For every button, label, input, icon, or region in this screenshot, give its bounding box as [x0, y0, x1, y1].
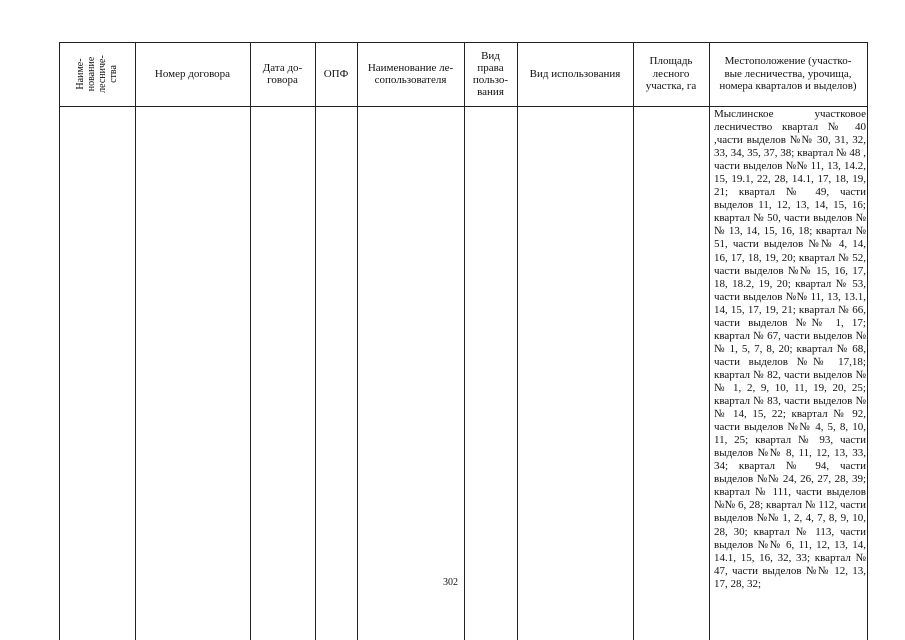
column-divider	[709, 42, 710, 640]
column-divider	[633, 42, 634, 640]
column-divider	[357, 42, 358, 640]
header-usage-right-type: Вид права пользо- вания	[472, 50, 509, 98]
header-contract-number: Номер договора	[154, 67, 231, 80]
header-forestry-name: Наиме- нование лесниче- ства	[75, 55, 119, 93]
column-divider	[250, 42, 251, 640]
column-divider	[867, 42, 868, 640]
header-forest-user-name: Наименование ле- сопользователя	[367, 61, 454, 86]
header-usage-type: Вид использования	[529, 67, 621, 80]
header-opf: ОПФ	[323, 67, 349, 80]
location-cell: Мыслинское участковое лесничество квартал № 40 ,части выделов №№ 30, 31, 32, 33, 34, 35, 37, 38; квартал № 48 , части выделов №№ 11, 13, 14.2, 15, 19.1, 22, 28, 14.1, 17, 18, 19, 21; квартал № 49, части выделов 11, 12, 13, 14, 15, 16; квартал № 50, части выделов №№ 13, 14, 15, 16, 18; квартал № 51, части выделов №№ 4, 14, 16, 17, 18, 19, 20; квартал № 52, части выделов №№ 15, 16, 17, 18, 18.2, 19, 20; квартал № 53, части выделов №№ 11, 13, 13.1, 14, 15, 17, 19, 21; квартал № 66, части выделов №№ 1, 17; квартал № 67, части выделов №№ 1, 5, 7, 8, 20; квартал № 68, части выделов №№ 17,18; квартал № 82, части выделов №№ 1, 2, 9, 10, 11, 19, 20, 25; квартал № 83, части выделов №№ 14, 15, 22; квартал № 92, части выделов №№ 4, 5, 8, 10, 11, 25; квартал № 93, части выделов №№ 8, 11, 12, 13, 33, 34; квартал № 94, части выделов №№ 24, 26, 27, 28, 39; квартал № 111, части выделов №№ 6, 28; квартал № 112, части выделов №№ 1, 2, 4, 7, 8, 9, 10, 28, 30; квартал № 113, части выделов №№ 6, 11, 12, 13, 14, 14.1, 15, 16, 32, 33; квартал № 47, части выделов №№ 12, 13, 17, 28, 32;	[714, 108, 866, 590]
header-location: Местоположение (участко- вые лесничества, урочища, номера кварталов и выделов)	[719, 55, 857, 93]
header-plot-area: Площадь лесного участка, га	[645, 55, 697, 93]
column-divider	[464, 42, 465, 640]
column-divider	[517, 42, 518, 640]
page-number: 302	[443, 577, 458, 588]
forest-lease-table	[59, 42, 868, 640]
column-divider	[135, 42, 136, 640]
column-divider	[315, 42, 316, 640]
column-divider	[59, 42, 60, 640]
header-contract-date: Дата до- говора	[262, 61, 303, 86]
